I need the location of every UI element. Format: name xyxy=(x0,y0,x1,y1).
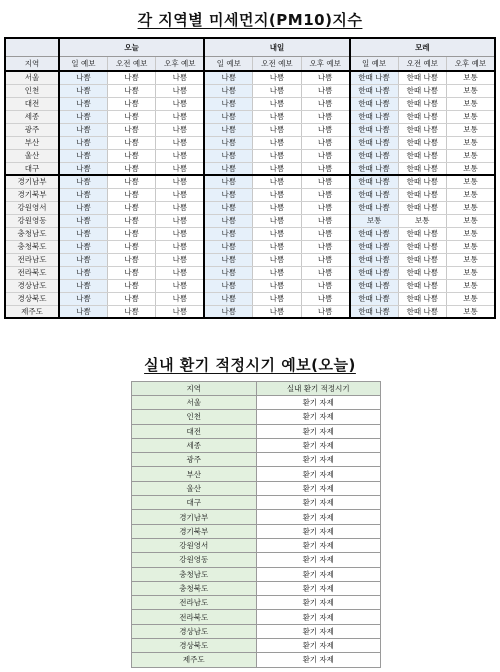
forecast-cell: 나쁨 xyxy=(156,227,204,240)
forecast-cell: 나쁨 xyxy=(301,110,349,123)
forecast-cell: 나쁨 xyxy=(253,97,301,110)
region-cell: 세종 xyxy=(5,110,59,123)
forecast-cell: 보통 xyxy=(447,214,496,227)
table-row xyxy=(132,653,381,667)
table-row xyxy=(132,538,381,552)
forecast-cell: 보통 xyxy=(447,97,496,110)
forecast-cell: 한때 나쁨 xyxy=(350,266,398,279)
forecast-cell: 보통 xyxy=(398,214,446,227)
forecast-cell: 한때 나쁨 xyxy=(350,292,398,305)
forecast-cell: 나쁨 xyxy=(59,188,107,201)
forecast-cell: 나쁨 xyxy=(107,227,155,240)
forecast-cell: 나쁨 xyxy=(156,136,204,149)
table-row xyxy=(5,149,495,162)
forecast-cell: 나쁨 xyxy=(156,214,204,227)
day-group-header: 오늘 xyxy=(59,38,204,56)
ventilation-title: 실내 환기 적정시기 예보(오늘) xyxy=(144,356,356,374)
forecast-cell: 나쁨 xyxy=(301,266,349,279)
forecast-cell: 보통 xyxy=(447,149,496,162)
forecast-cell: 나쁨 xyxy=(253,227,301,240)
forecast-cell: 한때 나쁨 xyxy=(398,188,446,201)
forecast-cell: 한때 나쁨 xyxy=(350,201,398,214)
forecast-cell: 나쁨 xyxy=(253,149,301,162)
forecast-cell: 나쁨 xyxy=(156,292,204,305)
table-row xyxy=(5,110,495,123)
table-row xyxy=(5,84,495,97)
ventilation-region-cell: 충청북도 xyxy=(132,581,257,595)
table-row xyxy=(132,624,381,638)
table-row xyxy=(132,424,381,438)
region-cell: 충청북도 xyxy=(5,240,59,253)
forecast-cell: 한때 나쁨 xyxy=(350,162,398,175)
forecast-cell: 한때 나쁨 xyxy=(350,149,398,162)
forecast-cell: 보통 xyxy=(447,162,496,175)
forecast-cell: 나쁨 xyxy=(156,266,204,279)
sub-header: 오후 예보 xyxy=(447,56,496,71)
forecast-cell: 나쁨 xyxy=(253,201,301,214)
forecast-cell: 보통 xyxy=(447,201,496,214)
forecast-cell: 보통 xyxy=(447,266,496,279)
forecast-cell: 나쁨 xyxy=(59,110,107,123)
forecast-cell: 나쁨 xyxy=(59,97,107,110)
forecast-cell: 나쁨 xyxy=(204,201,252,214)
table-row xyxy=(5,227,495,240)
forecast-cell: 한때 나쁨 xyxy=(398,162,446,175)
ventilation-value-cell: 환기 자제 xyxy=(256,396,381,410)
ventilation-value-cell: 환기 자제 xyxy=(256,453,381,467)
forecast-cell: 나쁨 xyxy=(253,71,301,84)
forecast-cell: 한때 나쁨 xyxy=(350,188,398,201)
table-row xyxy=(5,162,495,175)
table-row xyxy=(132,481,381,495)
forecast-cell: 나쁨 xyxy=(253,162,301,175)
forecast-cell: 나쁨 xyxy=(253,136,301,149)
table-row xyxy=(5,97,495,110)
forecast-cell: 보통 xyxy=(447,110,496,123)
day-group-header: 모레 xyxy=(350,38,495,56)
forecast-cell: 나쁨 xyxy=(301,71,349,84)
forecast-cell: 보통 xyxy=(447,305,496,318)
forecast-cell: 나쁨 xyxy=(107,240,155,253)
sub-header: 오후 예보 xyxy=(301,56,349,71)
forecast-cell: 나쁨 xyxy=(107,123,155,136)
forecast-cell: 나쁨 xyxy=(301,214,349,227)
table-row xyxy=(5,292,495,305)
forecast-cell: 나쁨 xyxy=(253,188,301,201)
forecast-cell: 나쁨 xyxy=(204,305,252,318)
forecast-cell: 나쁨 xyxy=(156,110,204,123)
table-row xyxy=(132,496,381,510)
forecast-cell: 나쁨 xyxy=(59,71,107,84)
ventilation-region-cell: 대전 xyxy=(132,424,257,438)
forecast-cell: 나쁨 xyxy=(204,188,252,201)
forecast-cell: 나쁨 xyxy=(156,123,204,136)
ventilation-value-cell: 환기 자제 xyxy=(256,639,381,653)
ventilation-value-cell: 환기 자제 xyxy=(256,596,381,610)
table-row xyxy=(5,136,495,149)
forecast-cell: 한때 나쁨 xyxy=(398,97,446,110)
forecast-cell: 나쁨 xyxy=(59,149,107,162)
forecast-cell: 보통 xyxy=(447,175,496,188)
forecast-cell: 나쁨 xyxy=(301,253,349,266)
ventilation-region-cell: 강원영동 xyxy=(132,553,257,567)
forecast-cell: 나쁨 xyxy=(301,97,349,110)
forecast-cell: 한때 나쁨 xyxy=(398,240,446,253)
sub-header: 일 예보 xyxy=(350,56,398,71)
table-row xyxy=(132,639,381,653)
forecast-cell: 나쁨 xyxy=(204,136,252,149)
pm10-table-body xyxy=(5,71,495,318)
ventilation-region-cell: 울산 xyxy=(132,481,257,495)
forecast-cell: 나쁨 xyxy=(253,123,301,136)
forecast-cell: 나쁨 xyxy=(301,123,349,136)
region-cell: 경상북도 xyxy=(5,292,59,305)
forecast-cell: 한때 나쁨 xyxy=(398,279,446,292)
forecast-cell: 나쁨 xyxy=(301,136,349,149)
table-row xyxy=(132,610,381,624)
pm10-header-row-days xyxy=(5,38,495,56)
ventilation-region-cell: 전라북도 xyxy=(132,610,257,624)
sub-header: 오전 예보 xyxy=(253,56,301,71)
forecast-cell: 나쁨 xyxy=(107,214,155,227)
sub-header: 오전 예보 xyxy=(107,56,155,71)
forecast-cell: 나쁨 xyxy=(107,305,155,318)
forecast-cell: 나쁨 xyxy=(156,71,204,84)
region-cell: 전라남도 xyxy=(5,253,59,266)
forecast-cell: 보통 xyxy=(447,123,496,136)
forecast-cell: 나쁨 xyxy=(107,149,155,162)
ventilation-value-cell: 환기 자제 xyxy=(256,567,381,581)
forecast-cell: 한때 나쁨 xyxy=(350,136,398,149)
ventilation-time-header: 실내 환기 적정시기 xyxy=(256,382,381,396)
forecast-cell: 나쁨 xyxy=(253,253,301,266)
region-cell: 충청남도 xyxy=(5,227,59,240)
forecast-cell: 보통 xyxy=(447,253,496,266)
forecast-cell: 나쁨 xyxy=(107,266,155,279)
region-cell: 강원영서 xyxy=(5,201,59,214)
region-cell: 광주 xyxy=(5,123,59,136)
ventilation-region-cell: 광주 xyxy=(132,453,257,467)
forecast-cell: 한때 나쁨 xyxy=(350,253,398,266)
forecast-cell: 한때 나쁨 xyxy=(398,84,446,97)
forecast-cell: 나쁨 xyxy=(204,84,252,97)
forecast-cell: 나쁨 xyxy=(107,110,155,123)
forecast-cell: 나쁨 xyxy=(253,292,301,305)
forecast-cell: 나쁨 xyxy=(156,240,204,253)
ventilation-value-cell: 환기 자제 xyxy=(256,524,381,538)
ventilation-value-cell: 환기 자제 xyxy=(256,438,381,452)
region-cell: 강원영동 xyxy=(5,214,59,227)
table-row xyxy=(132,396,381,410)
forecast-cell: 한때 나쁨 xyxy=(350,110,398,123)
ventilation-header-row xyxy=(132,382,381,396)
forecast-cell: 나쁨 xyxy=(301,227,349,240)
forecast-cell: 나쁨 xyxy=(301,149,349,162)
region-header-spacer xyxy=(5,38,59,56)
forecast-cell: 나쁨 xyxy=(204,149,252,162)
forecast-cell: 보통 xyxy=(447,84,496,97)
sub-header: 오전 예보 xyxy=(398,56,446,71)
table-row xyxy=(5,188,495,201)
ventilation-region-cell: 전라남도 xyxy=(132,596,257,610)
forecast-cell: 나쁨 xyxy=(107,292,155,305)
table-row xyxy=(132,467,381,481)
region-cell: 제주도 xyxy=(5,305,59,318)
ventilation-region-cell: 부산 xyxy=(132,467,257,481)
table-row xyxy=(132,453,381,467)
table-row xyxy=(5,214,495,227)
ventilation-value-cell: 환기 자제 xyxy=(256,653,381,667)
ventilation-region-header: 지역 xyxy=(132,382,257,396)
forecast-cell: 나쁨 xyxy=(59,227,107,240)
forecast-cell: 나쁨 xyxy=(204,71,252,84)
ventilation-value-cell: 환기 자제 xyxy=(256,510,381,524)
forecast-cell: 나쁨 xyxy=(59,136,107,149)
forecast-cell: 나쁨 xyxy=(59,84,107,97)
region-cell: 부산 xyxy=(5,136,59,149)
ventilation-value-cell: 환기 자제 xyxy=(256,496,381,510)
forecast-cell: 나쁨 xyxy=(59,292,107,305)
ventilation-region-cell: 경상남도 xyxy=(132,624,257,638)
forecast-cell: 보통 xyxy=(447,188,496,201)
ventilation-value-cell: 환기 자제 xyxy=(256,581,381,595)
forecast-cell: 한때 나쁨 xyxy=(398,305,446,318)
pm10-table xyxy=(4,37,496,319)
forecast-cell: 나쁨 xyxy=(301,84,349,97)
forecast-cell: 한때 나쁨 xyxy=(398,136,446,149)
forecast-cell: 한때 나쁨 xyxy=(398,266,446,279)
forecast-cell: 한때 나쁨 xyxy=(398,110,446,123)
forecast-cell: 한때 나쁨 xyxy=(398,71,446,84)
table-row xyxy=(5,266,495,279)
ventilation-region-cell: 인천 xyxy=(132,410,257,424)
forecast-cell: 나쁨 xyxy=(253,279,301,292)
table-row xyxy=(5,123,495,136)
forecast-cell: 나쁨 xyxy=(204,110,252,123)
ventilation-region-cell: 세종 xyxy=(132,438,257,452)
forecast-cell: 나쁨 xyxy=(253,84,301,97)
forecast-cell: 나쁨 xyxy=(204,97,252,110)
ventilation-region-cell: 강원영서 xyxy=(132,538,257,552)
pm10-title: 각 지역별 미세먼지(PM10)지수 xyxy=(137,11,363,29)
ventilation-value-cell: 환기 자제 xyxy=(256,481,381,495)
forecast-cell: 나쁨 xyxy=(204,227,252,240)
forecast-cell: 나쁨 xyxy=(253,214,301,227)
table-row xyxy=(5,253,495,266)
forecast-cell: 나쁨 xyxy=(156,149,204,162)
forecast-cell: 나쁨 xyxy=(253,110,301,123)
forecast-cell: 나쁨 xyxy=(156,253,204,266)
region-cell: 서울 xyxy=(5,71,59,84)
ventilation-region-cell: 서울 xyxy=(132,396,257,410)
table-row xyxy=(132,596,381,610)
table-row xyxy=(5,71,495,84)
ventilation-value-cell: 환기 자제 xyxy=(256,553,381,567)
forecast-cell: 보통 xyxy=(447,292,496,305)
forecast-cell: 나쁨 xyxy=(301,201,349,214)
forecast-cell: 나쁨 xyxy=(107,162,155,175)
forecast-cell: 나쁨 xyxy=(156,279,204,292)
ventilation-region-cell: 제주도 xyxy=(132,653,257,667)
forecast-cell: 나쁨 xyxy=(59,162,107,175)
forecast-cell: 한때 나쁨 xyxy=(398,175,446,188)
table-row xyxy=(132,438,381,452)
region-cell: 인천 xyxy=(5,84,59,97)
forecast-cell: 한때 나쁨 xyxy=(350,227,398,240)
forecast-cell: 한때 나쁨 xyxy=(350,175,398,188)
forecast-cell: 나쁨 xyxy=(301,292,349,305)
region-header: 지역 xyxy=(5,56,59,71)
ventilation-value-cell: 환기 자제 xyxy=(256,467,381,481)
forecast-cell: 나쁨 xyxy=(301,162,349,175)
forecast-cell: 한때 나쁨 xyxy=(350,123,398,136)
forecast-cell: 나쁨 xyxy=(107,201,155,214)
forecast-cell: 나쁨 xyxy=(107,84,155,97)
forecast-cell: 보통 xyxy=(447,279,496,292)
forecast-cell: 나쁨 xyxy=(156,188,204,201)
table-row xyxy=(5,175,495,188)
table-row xyxy=(132,524,381,538)
forecast-cell: 나쁨 xyxy=(59,175,107,188)
forecast-cell: 한때 나쁨 xyxy=(350,279,398,292)
table-row xyxy=(5,305,495,318)
region-cell: 경상남도 xyxy=(5,279,59,292)
ventilation-value-cell: 환기 자제 xyxy=(256,624,381,638)
ventilation-region-cell: 경상북도 xyxy=(132,639,257,653)
ventilation-table xyxy=(131,381,381,668)
region-cell: 경기북부 xyxy=(5,188,59,201)
forecast-cell: 나쁨 xyxy=(107,71,155,84)
forecast-cell: 나쁨 xyxy=(156,201,204,214)
table-row xyxy=(132,553,381,567)
forecast-cell: 한때 나쁨 xyxy=(398,123,446,136)
forecast-cell: 나쁨 xyxy=(107,175,155,188)
ventilation-value-cell: 환기 자제 xyxy=(256,424,381,438)
sub-header: 오후 예보 xyxy=(156,56,204,71)
region-cell: 대전 xyxy=(5,97,59,110)
ventilation-region-cell: 대구 xyxy=(132,496,257,510)
ventilation-value-cell: 환기 자제 xyxy=(256,538,381,552)
ventilation-value-cell: 환기 자제 xyxy=(256,610,381,624)
forecast-cell: 나쁨 xyxy=(253,266,301,279)
forecast-cell: 나쁨 xyxy=(204,123,252,136)
pm10-header-row-sub xyxy=(5,56,495,71)
forecast-cell: 나쁨 xyxy=(204,292,252,305)
forecast-cell: 나쁨 xyxy=(204,279,252,292)
forecast-cell: 보통 xyxy=(447,71,496,84)
sub-header: 일 예보 xyxy=(204,56,252,71)
forecast-cell: 한때 나쁨 xyxy=(350,71,398,84)
forecast-cell: 나쁨 xyxy=(204,253,252,266)
table-row xyxy=(132,410,381,424)
forecast-cell: 나쁨 xyxy=(253,240,301,253)
table-row xyxy=(132,510,381,524)
forecast-cell: 나쁨 xyxy=(253,305,301,318)
forecast-cell: 보통 xyxy=(447,227,496,240)
ventilation-region-cell: 경기남부 xyxy=(132,510,257,524)
forecast-cell: 나쁨 xyxy=(59,253,107,266)
forecast-cell: 나쁨 xyxy=(107,188,155,201)
forecast-cell: 나쁨 xyxy=(204,175,252,188)
forecast-cell: 나쁨 xyxy=(59,123,107,136)
forecast-cell: 나쁨 xyxy=(107,253,155,266)
forecast-cell: 나쁨 xyxy=(204,266,252,279)
forecast-cell: 한때 나쁨 xyxy=(398,227,446,240)
forecast-cell: 보통 xyxy=(350,214,398,227)
forecast-cell: 나쁨 xyxy=(107,97,155,110)
forecast-cell: 한때 나쁨 xyxy=(398,201,446,214)
forecast-cell: 나쁨 xyxy=(107,279,155,292)
forecast-cell: 나쁨 xyxy=(301,240,349,253)
ventilation-region-cell: 충청남도 xyxy=(132,567,257,581)
forecast-cell: 나쁨 xyxy=(204,240,252,253)
region-cell: 전라북도 xyxy=(5,266,59,279)
forecast-cell: 나쁨 xyxy=(59,214,107,227)
forecast-cell: 한때 나쁨 xyxy=(350,240,398,253)
forecast-cell: 나쁨 xyxy=(301,188,349,201)
sub-header: 일 예보 xyxy=(59,56,107,71)
forecast-cell: 나쁨 xyxy=(204,162,252,175)
forecast-cell: 나쁨 xyxy=(156,175,204,188)
forecast-cell: 나쁨 xyxy=(107,136,155,149)
table-row xyxy=(5,240,495,253)
forecast-cell: 나쁨 xyxy=(156,162,204,175)
forecast-cell: 한때 나쁨 xyxy=(398,149,446,162)
ventilation-region-cell: 경기북부 xyxy=(132,524,257,538)
forecast-cell: 한때 나쁨 xyxy=(398,292,446,305)
region-cell: 대구 xyxy=(5,162,59,175)
ventilation-value-cell: 환기 자제 xyxy=(256,410,381,424)
forecast-cell: 한때 나쁨 xyxy=(350,84,398,97)
forecast-cell: 나쁨 xyxy=(204,214,252,227)
forecast-cell: 나쁨 xyxy=(156,305,204,318)
region-cell: 경기남부 xyxy=(5,175,59,188)
table-row xyxy=(5,279,495,292)
forecast-cell: 나쁨 xyxy=(59,279,107,292)
forecast-cell: 한때 나쁨 xyxy=(350,305,398,318)
forecast-cell: 나쁨 xyxy=(156,84,204,97)
forecast-cell: 나쁨 xyxy=(301,305,349,318)
forecast-cell: 나쁨 xyxy=(156,97,204,110)
forecast-cell: 한때 나쁨 xyxy=(350,97,398,110)
ventilation-table-body xyxy=(132,396,381,668)
forecast-cell: 나쁨 xyxy=(59,305,107,318)
forecast-cell: 나쁨 xyxy=(59,240,107,253)
forecast-cell: 보통 xyxy=(447,240,496,253)
day-group-header: 내일 xyxy=(204,38,349,56)
forecast-cell: 나쁨 xyxy=(59,201,107,214)
table-row xyxy=(5,201,495,214)
forecast-cell: 나쁨 xyxy=(253,175,301,188)
table-row xyxy=(132,567,381,581)
forecast-cell: 보통 xyxy=(447,136,496,149)
forecast-cell: 한때 나쁨 xyxy=(398,253,446,266)
forecast-cell: 나쁨 xyxy=(301,175,349,188)
forecast-cell: 나쁨 xyxy=(301,279,349,292)
region-cell: 울산 xyxy=(5,149,59,162)
table-row xyxy=(132,581,381,595)
forecast-cell: 나쁨 xyxy=(59,266,107,279)
